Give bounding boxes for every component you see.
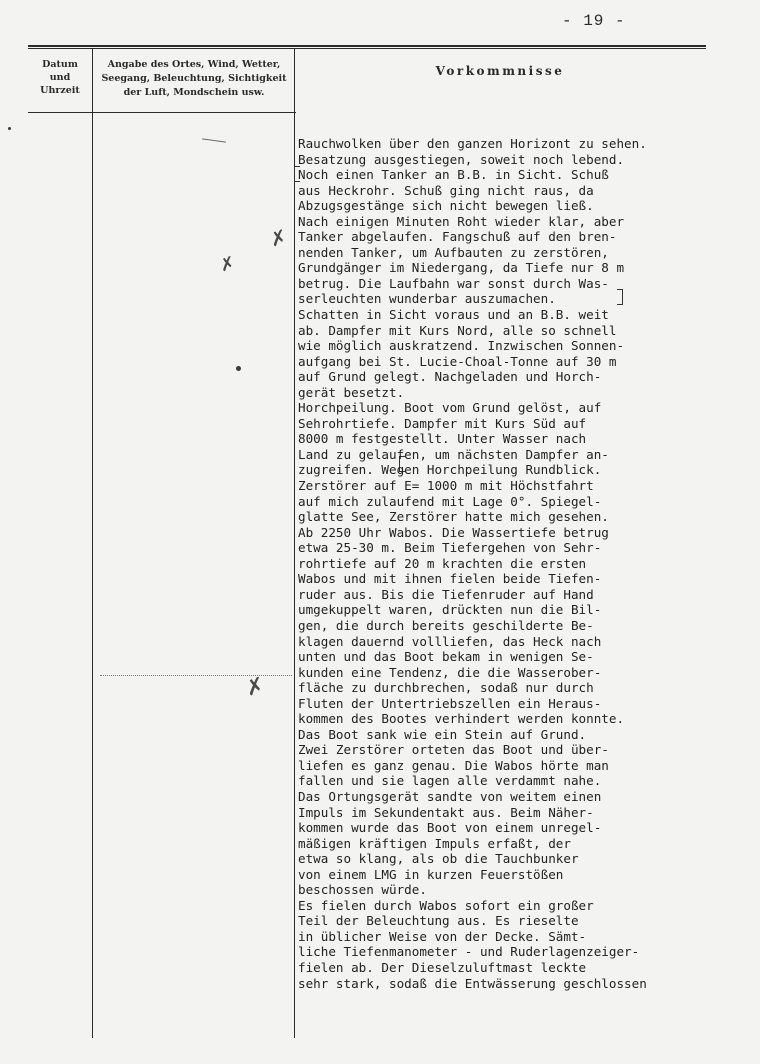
log-text-line: Teil der Beleuchtung aus. Es rieselte: [298, 913, 579, 929]
header-place-column: [96, 58, 292, 100]
log-text-line: Zerstörer auf E= 1000 m mit Höchstfahrt: [298, 478, 594, 494]
log-text-line: nenden Tanker, um Aufbauten zu zerstören,: [298, 244, 609, 260]
header-events-column: Vorkommnisse: [435, 64, 565, 78]
log-text-line: Sehrohrtiefe. Dampfer mit Kurs Süd auf: [298, 415, 587, 431]
header-date-line: Datum: [42, 59, 78, 70]
log-text-line: Das Boot sank wie ein Stein auf Grund.: [298, 726, 587, 742]
header-date-line: und: [49, 72, 71, 83]
log-text-line: wie möglich auskratzend. Inzwischen Sonnen-: [298, 338, 625, 354]
log-text-line: in üblicher Weise von der Decke. Sämt-: [298, 928, 587, 944]
log-text-line: aus Heckrohr. Schuß ging nicht raus, da: [298, 182, 594, 198]
header-place-line: Seegang, Beleuchtung, Sichtigkeit: [101, 73, 287, 84]
events-text-column: [298, 136, 756, 991]
log-text-line: ab. Dampfer mit Kurs Nord, alle so schnell: [298, 322, 617, 338]
log-text-line: aufgang bei St. Lucie-Choal-Tonne auf 30 m: [298, 353, 617, 369]
log-text-line: ruder aus. Bis die Tiefenruder auf Hand: [298, 586, 594, 602]
margin-dot: [8, 127, 11, 130]
log-text-line: von einem LMG in kurzen Feuerstößen: [298, 866, 564, 882]
column-divider-date: [92, 48, 93, 1038]
dotted-separator: [100, 675, 292, 676]
log-text-line: Tanker abgelaufen. Fangschuß auf den bren-: [298, 229, 617, 245]
header-date-column: [32, 58, 88, 97]
header-bottom-rule: [28, 112, 296, 113]
pencil-tick-mark: [202, 138, 226, 142]
log-text-line: Grundgänger im Niedergang, da Tiefe nur 8 m: [298, 260, 625, 276]
ink-dot: [236, 366, 241, 371]
log-text-line: fläche zu durchbrechen, sodaß nur durch: [298, 680, 594, 696]
log-text-line: zugreifen. Wegen Horchpeilung Rundblick.: [298, 462, 602, 478]
log-text-line: serleuchten wunderbar auszumachen.: [298, 291, 556, 307]
log-text-line: glatte See, Zerstörer hatte mich gesehen.: [298, 509, 609, 525]
header-date-line: Uhrzeit: [40, 85, 80, 96]
page-number: - 19 -: [562, 12, 626, 30]
log-text-line: kommen des Bootes verhindert werden konnte.: [298, 711, 625, 727]
log-text-line: mäßigen kräftigen Impuls erfaßt, der: [298, 835, 571, 851]
log-text-line: etwa 25-30 m. Beim Tiefergehen von Sehr-: [298, 540, 602, 556]
log-text-line: Wabos und mit ihnen fielen beide Tiefen-: [298, 571, 602, 587]
log-text-line: Schatten in Sicht voraus und an B.B. weit: [298, 307, 609, 323]
pencil-cross-mark: ✗: [267, 224, 290, 252]
table-top-rule-thin: [28, 48, 706, 49]
log-text-line: Horchpeilung. Boot vom Grund gelöst, auf: [298, 400, 602, 416]
column-divider-place: [294, 48, 295, 1038]
log-text-line: Das Ortungsgerät sandte von weitem einen: [298, 788, 602, 804]
log-text-line: Abzugsgestänge sich nicht bewegen ließ.: [298, 198, 594, 214]
log-text-line: kunden eine Tendenz, die die Wasserober-: [298, 664, 602, 680]
log-text-line: rohrtiefe auf 20 m krachten die ersten: [298, 555, 587, 571]
log-text-line: unten und das Boot bekam in wenigen Se-: [298, 649, 594, 665]
log-text-line: Nach einigen Minuten Roht wieder klar, aber: [298, 213, 625, 229]
log-text-line: Noch einen Tanker an B.B. in Sicht. Schuß: [298, 167, 609, 183]
log-text-line: fallen und sie lagen alle verdammt nahe.: [298, 773, 602, 789]
log-text-line: Rauchwolken über den ganzen Horizont zu sehen.: [298, 136, 647, 151]
table-top-rule: [28, 45, 706, 47]
header-place-line: Angabe des Ortes, Wind, Wetter,: [107, 59, 281, 70]
log-text-line: liche Tiefenmanometer - und Ruderlagenzeiger-: [298, 944, 640, 960]
log-text-line: Zwei Zerstörer orteten das Boot und über-: [298, 742, 609, 758]
log-text-line: Impuls im Sekundentakt aus. Beim Näher-: [298, 804, 594, 820]
log-text-line: auf Grund gelegt. Nachgeladen und Horch-: [298, 369, 602, 385]
log-text-line: fielen ab. Der Dieselzuluftmast leckte: [298, 959, 587, 975]
log-text-line: gerät besetzt.: [298, 384, 405, 400]
header-place-line: der Luft, Mondschein usw.: [123, 87, 265, 98]
log-text-line: gen, die durch bereits geschilderte Be-: [298, 617, 594, 633]
log-text-line: 8000 m festgestellt. Unter Wasser nach: [298, 431, 587, 447]
log-text-line: klagen dauernd vollliefen, das Heck nach: [298, 633, 602, 649]
log-text-line: Besatzung ausgestiegen, soweit noch lebend.: [298, 151, 625, 167]
log-text-line: beschossen würde.: [298, 882, 427, 898]
log-text-line: betrug. Die Laufbahn war sonst durch Was-: [298, 275, 609, 291]
log-text-line: etwa so klang, als ob die Tauchbunker: [298, 851, 579, 867]
log-text-line: Fluten der Untertriebszellen ein Heraus-: [298, 695, 602, 711]
pencil-cross-mark: ✗: [217, 252, 238, 277]
pencil-cross-mark: ✗: [243, 673, 268, 702]
log-text-line: liefen es ganz genau. Die Wabos hörte man: [298, 757, 609, 773]
log-text-line: Land zu gelaufen, um nächsten Dampfer an-: [298, 446, 609, 462]
log-text-line: auf mich zulaufend mit Lage 0°. Spiegel-: [298, 493, 602, 509]
log-text-line: sehr stark, sodaß die Entwässerung geschlossen: [298, 975, 647, 991]
log-text-line: kommen wurde das Boot von einem unregel-: [298, 820, 602, 836]
log-text-line: Es fielen durch Wabos sofort ein großer: [298, 897, 594, 913]
log-text-line: Ab 2250 Uhr Wabos. Die Wassertiefe betrug: [298, 524, 609, 540]
log-text-line: umgekuppelt waren, drückten nun die Bil-: [298, 602, 602, 618]
